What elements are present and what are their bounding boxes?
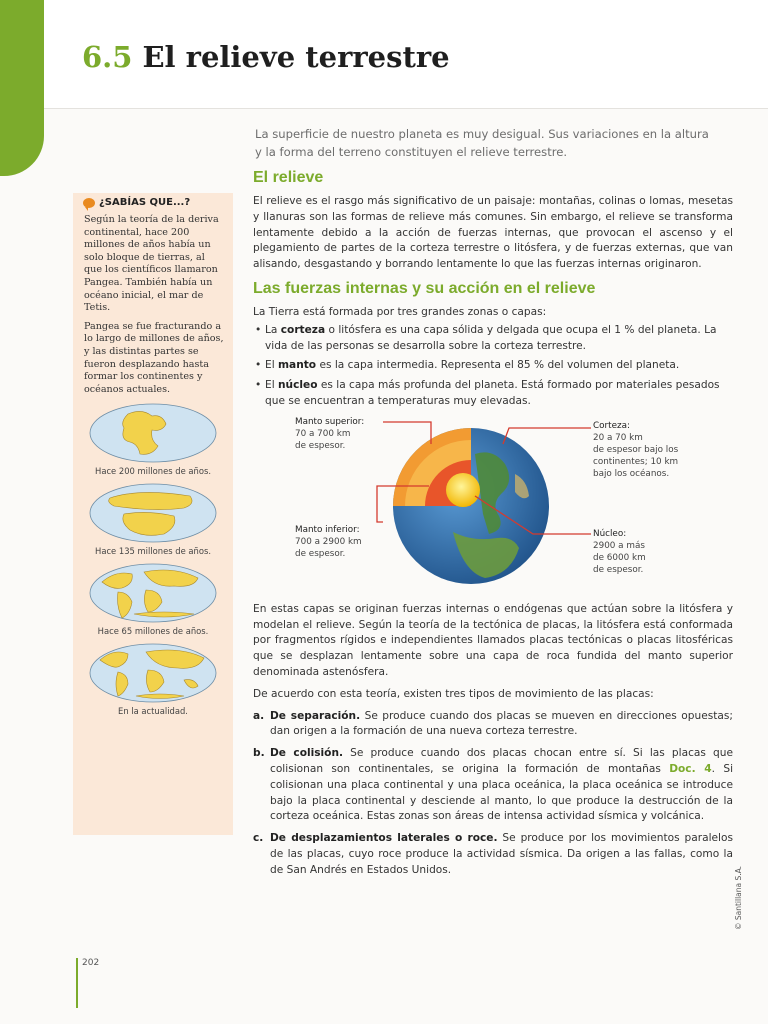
- heading-fuerzas-internas: Las fuerzas internas y su acción en el relieve: [253, 279, 596, 297]
- intro-text: La superficie de nuestro planeta es muy desigual. Sus variaciones en la altura y la forma del terreno constituyen el relieve terrestre.: [255, 127, 709, 159]
- layers-list: [253, 323, 733, 410]
- did-you-know-sidebar: [73, 193, 233, 835]
- list-item: • El manto es la capa intermedia. Representa el 85 % del volumen del planeta.: [253, 358, 733, 374]
- doc-reference-link[interactable]: Doc. 4: [669, 762, 712, 775]
- list-item: • El núcleo es la capa más profunda del planeta. Está formado por materiales pesados que se encuentran a temperaturas muy elevadas.: [253, 378, 733, 410]
- pointer-manto-superior: [383, 422, 431, 444]
- label-manto-inferior: Manto inferior: 700 a 2900 km de espesor.: [295, 524, 362, 559]
- present-day-map-icon: [88, 642, 218, 704]
- page-title: [82, 40, 450, 74]
- plate-tectonics-paragraph: En estas capas se originan fuerzas internas o endógenas que actúan sobre la litósfera y modelan el relieve. Según la teoría de la tectónica de placas, la litósfera está conformada por fragmentos rígidos e independientes llamados placas tectónicas o placas litosféricas que se desplazan lentamente sobre una capa de roca fundida del manto superior denominada astenósfera.: [253, 602, 733, 678]
- label-corteza: Corteza: 20 a 70 km de espesor bajo los continentes; 10 km bajo los océanos.: [593, 420, 679, 479]
- page-number-rule: [76, 958, 78, 1008]
- main-column: [253, 168, 733, 885]
- list-item: • La corteza o litósfera es una capa sólida y delgada que ocupa el 1 % del planeta. La vida de las personas se desarrolla sobre la corteza terrestre.: [253, 323, 733, 355]
- core-sphere: [446, 473, 480, 507]
- list-item: a. De separación. Se produce cuando dos placas se mueven en direcciones opuestas; dan origen a la formación de una nueva corteza terrestre.: [253, 709, 733, 738]
- pangea-map-icon: [88, 402, 218, 464]
- movement-types-list: [253, 709, 733, 879]
- copyright-notice: © Santillana S.A.: [734, 865, 743, 930]
- map-caption: Hace 65 millones de años.: [97, 626, 209, 637]
- laurasia-gondwana-map-icon: [88, 482, 218, 544]
- speech-bubble-icon: [83, 198, 95, 208]
- pointer-corteza: [503, 428, 591, 444]
- sidebar-paragraph-2: Pangea se fue fracturando a lo largo de millones de años, y las distintas partes se fueron desplazando hasta formar los continentes y océanos actuales.: [84, 320, 224, 395]
- list-item: c. De desplazamientos laterales o roce. Se produce por los movimientos paralelos de las placas, cuyo roce produce la actividad sísmica. Da origen a las fallas, como la de San Andrés en Estados Unidos.: [253, 832, 733, 876]
- relieve-paragraph: El relieve es el rasgo más significativo de un paisaje: montañas, colinas o lomas, mesetas y llanuras son las formas de relieve más comunes. Sin embargo, el relieve se transforma lentamente debido a la acción de fuerzas internas, que provocan el ascenso y el plegamiento de partes de la corteza terrestre o litósfera, y de fuerzas externas, que van alisando, desgastando y borrando lentamente lo que las fuerzas internas originaron.: [253, 195, 733, 271]
- sidebar-paragraph-1: Según la teoría de la deriva continental, hace 200 millones de años había un solo bloque de tierras, al que los científicos llamaron Pangea. También había un océano inicial, el mar de Tetis.: [84, 214, 219, 314]
- layers-lead: La Tierra está formada por tres grandes zonas o capas:: [253, 305, 547, 318]
- section-number: 6.5: [82, 40, 133, 74]
- map-caption: En la actualidad.: [118, 706, 188, 717]
- map-caption: Hace 135 millones de años.: [95, 546, 211, 557]
- label-nucleo: Núcleo: 2900 a más de 6000 km de espesor.: [593, 528, 646, 575]
- movement-types-lead: De acuerdo con esta teoría, existen tres tipos de movimiento de las placas:: [253, 687, 654, 700]
- earth-layers-figure: [253, 414, 733, 596]
- page-number: 202: [82, 958, 100, 968]
- map-caption: Hace 200 millones de años.: [95, 466, 211, 477]
- chapter-tab: [0, 0, 44, 176]
- sidebar-heading: ¿SABÍAS QUE...?: [83, 197, 233, 208]
- continents-65ma-map-icon: [88, 562, 218, 624]
- section-title: El relieve terrestre: [142, 40, 450, 74]
- label-manto-superior: Manto superior: 70 a 700 km de espesor.: [295, 416, 365, 451]
- list-item: b. De colisión. Se produce cuando dos placas chocan entre sí. Si las placas que colisionan son continentales, se origina la formación de montañas Doc. 4. Si colisionan una placa continental y una placa oceánica, la placa oceánica se introduce bajo la placa continental y desciende al manto, lo que produce la destrucción de la corteza oceánica. Estas zonas son áreas de intensa actividad sísmica y volcánica.: [253, 747, 734, 823]
- heading-relieve: El relieve: [253, 169, 324, 186]
